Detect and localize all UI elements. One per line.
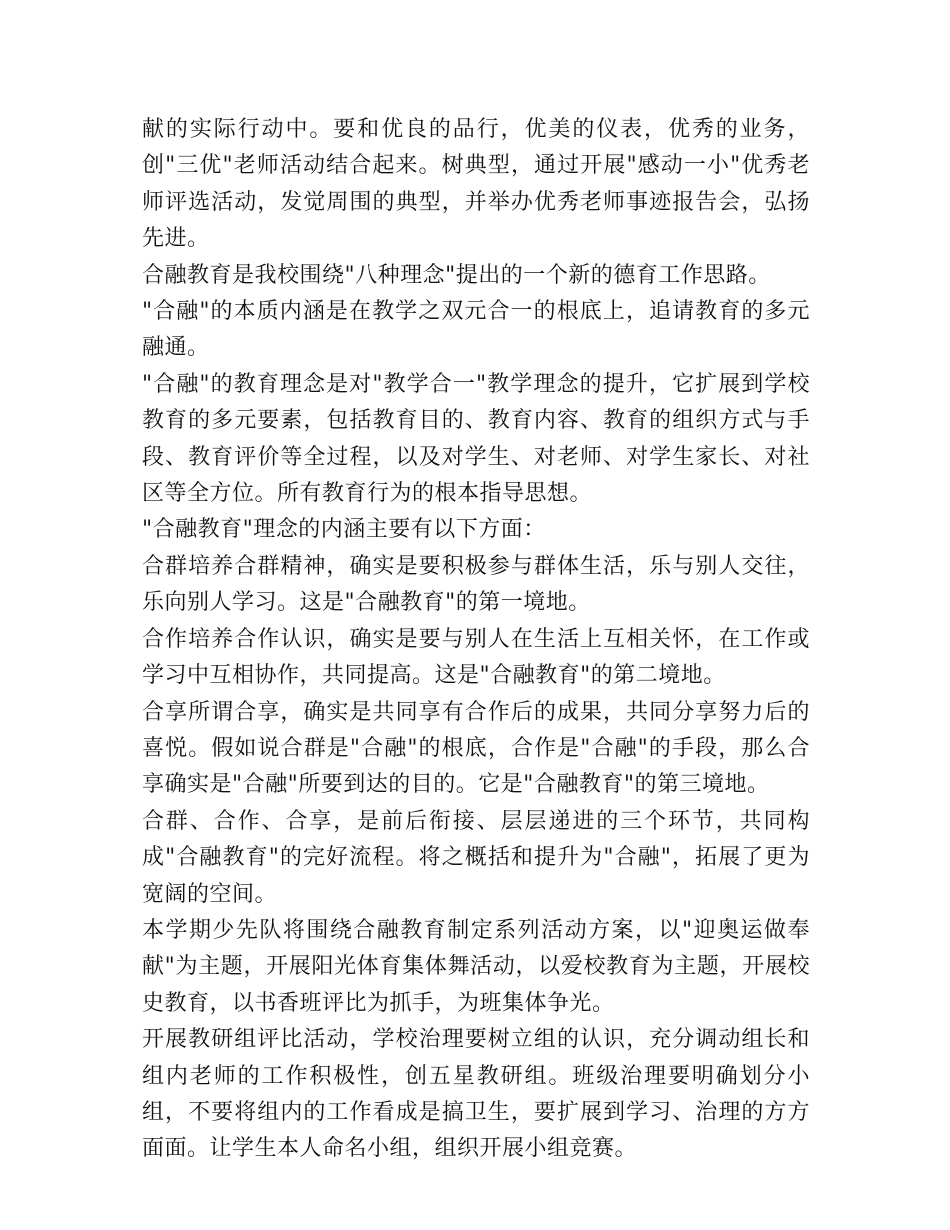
document-body [142,112,810,1168]
paragraph-1: 献的实际行动中。要和优良的品行，优美的仪表，优秀的业务，创"三优"老师活动结合起来。树典型，通过开展"感动一小"优秀老师评选活动，发觉周围的典型，并举办优秀老师事迹报告会，弘扬先进。 [142,117,810,252]
paragraph-7: 合作培养合作认识，确实是要与别人在生活上互相关怀，在工作或学习中互相协作，共同提高。这是"合融教育"的第二境地。 [142,626,810,689]
paragraph-6: 合群培养合群精神，确实是要积极参与群体生活，乐与别人交往，乐向别人学习。这是"合融教育"的第一境地。 [142,553,810,616]
paragraph-9: 合群、合作、合享，是前后衔接、层层递进的三个环节，共同构成"合融教育"的完好流程。将之概括和提升为"合融"，拓展了更为宽阔的空间。 [142,808,810,907]
paragraph-10: 本学期少先队将围绕合融教育制定系列活动方案，以"迎奥运做奉献"为主题，开展阳光体育集体舞活动，以爱校教育为主题，开展校史教育，以书香班评比为抓手，为班集体争光。 [142,917,810,1016]
paragraph-3: "合融"的本质内涵是在教学之双元合一的根底上，追请教育的多元融通。 [142,299,810,361]
paragraph-5: "合融教育"理念的内涵主要有以下方面： [142,517,546,543]
paragraph-2: 合融教育是我校围绕"八种理念"提出的一个新的德育工作思路。 [142,262,771,288]
paragraph-11: 开展教研组评比活动，学校治理要树立组的认识，充分调动组长和组内老师的工作积极性，创五星教研组。班级治理要明确划分小组，不要将组内的工作看成是搞卫生，要扩展到学习、治理的方方面面。让学生本人命名小组，组织开展小组竞赛。 [142,1027,810,1162]
paragraph-4: "合融"的教育理念是对"教学合一"教学理念的提升，它扩展到学校教育的多元要素，包括教育目的、教育内容、教育的组织方式与手段、教育评价等全过程，以及对学生、对老师、对学生家长、对社区等全方位。所有教育行为的根本指导思想。 [142,371,810,507]
paragraph-8: 合享所谓合享，确实是共同享有合作后的成果，共同分享努力后的喜悦。假如说合群是"合融"的根底，合作是"合融"的手段，那么合享确实是"合融"所要到达的目的。它是"合融教育"的第三境地。 [142,699,810,798]
